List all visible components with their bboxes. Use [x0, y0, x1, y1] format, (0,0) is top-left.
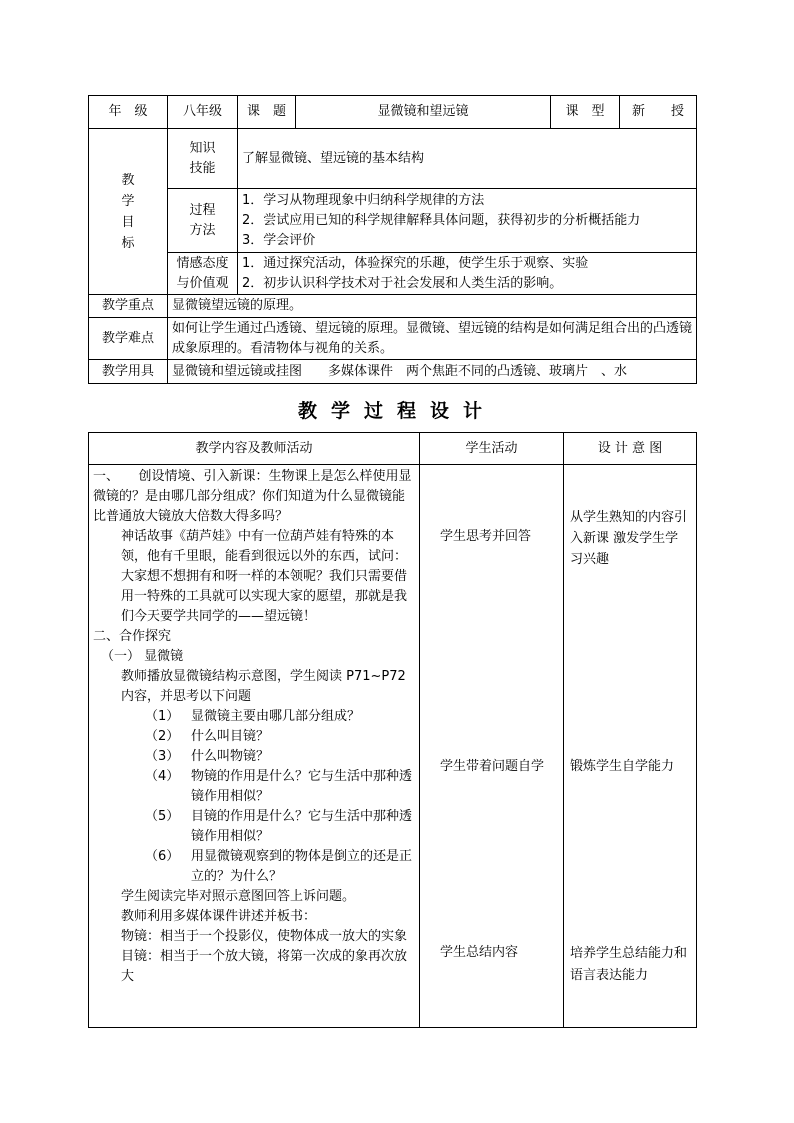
lesson-info-table	[88, 95, 697, 384]
answer-text: 学生阅读完毕对照示意图回答上诉问题。	[121, 889, 356, 904]
emotion-label: 情感态度 与价值观	[168, 253, 238, 295]
difficulty-text: 如何让学生通过凸透镜、望远镜的原理。显微镜、望远镜的结构是如何满足组合出的凸透镜成象原理的。看清物体与视角的关系。	[168, 318, 697, 360]
design-intent-cell	[564, 465, 697, 1028]
tools-text: 显微镜和望远镜或挂图 多媒体课件 两个焦距不同的凸透镜、玻璃片 、水	[168, 360, 697, 384]
story-text: 神话故事《葫芦娃》中有一位葫芦娃有特殊的本领，他有千里眼，能看到很远以外的东西，试问：大家想不想拥有和呀一样的本领呢？我们只需要借用一特殊的工具就可以实现大家的愿望，那就是我们今天要学共同学的——望远镜！	[121, 529, 408, 624]
design-intent-1: 从学生熟知的内容引入新课 激发学生学习兴趣	[570, 510, 688, 567]
col-header-intent: 设 计 意 图	[564, 433, 697, 465]
question-item: （1） 显微镜主要由哪几部分组成？	[145, 709, 361, 724]
emotion-item: 2．初步认识科学技术对于社会发展和人类生活的影响。	[242, 275, 563, 291]
col-header-content: 教学内容及教师活动	[89, 433, 420, 465]
process-item: 1．学习从物理现象中归纳科学规律的方法	[242, 192, 485, 208]
key-point-text: 显微镜望远镜的原理。	[168, 295, 697, 318]
process-item: 2．尝试应用已知的科学规律解释具体问题，获得初步的分析概括能力	[242, 212, 641, 228]
question-item: （3） 什么叫物镜？	[145, 749, 270, 764]
eyepiece-text: 目镜：相当于一个放大镜，将第一次成的象再次放大	[121, 949, 408, 984]
question-item: （6） 用显微镜观察到的物体是倒立的还是正立的？为什么？	[145, 849, 413, 884]
section-heading: 二、合作探究	[93, 629, 172, 644]
question-item: （5） 目镜的作用是什么？它与生活中那种透镜作用相似？	[145, 809, 413, 844]
topic-label: 课 题	[238, 96, 296, 129]
topic-value: 显微镜和望远镜	[296, 96, 551, 129]
student-activity-cell	[420, 465, 564, 1028]
process-items	[238, 189, 697, 253]
student-activity-3: 学生总结内容	[440, 945, 519, 960]
process-label: 过程 方法	[168, 189, 238, 253]
design-intent-3: 培养学生总结能力和语言表达能力	[570, 946, 688, 983]
knowledge-label: 知识 技能	[168, 129, 238, 189]
question-list	[93, 707, 415, 887]
process-title: 教学过程设计	[297, 400, 496, 422]
student-activity-2: 学生带着问题自学	[440, 759, 545, 774]
col-header-student: 学生活动	[420, 433, 564, 465]
objectives-label: 教 学 目 标	[89, 129, 168, 295]
question-item: （2） 什么叫目镜？	[145, 729, 270, 744]
teaching-process-table	[88, 432, 697, 1028]
key-point-label: 教学重点	[89, 295, 168, 318]
task-text: 教师播放显微镜结构示意图，学生阅读 P71~P72 内容，并思考以下问题	[121, 669, 406, 704]
grade-label: 年 级	[89, 96, 168, 129]
content-cell	[89, 465, 420, 1028]
knowledge-text: 了解显微镜、望远镜的基本结构	[238, 129, 697, 189]
intro-text: 一、 创设情境、引入新课：生物课上是怎么样使用显微镜的？是由哪几部分组成？你们知道为什么显微镜能比普通放大镜放大倍数大得多吗？	[93, 469, 412, 524]
emotion-items	[238, 253, 697, 295]
type-label: 课 型	[551, 96, 620, 129]
grade-value: 八年级	[168, 96, 238, 129]
explain-text: 教师利用多媒体课件讲述并板书：	[121, 909, 317, 924]
emotion-item: 1．通过探究活动，体验探究的乐趣，使学生乐于观察、实验	[242, 255, 589, 271]
design-intent-2: 锻炼学生自学能力	[570, 759, 675, 774]
student-activity-1: 学生思考并回答	[440, 529, 532, 544]
objective-lens-text: 物镜：相当于一个投影仪，使物体成一放大的实象	[121, 929, 408, 944]
subsection-heading: （一） 显微镜	[101, 649, 184, 664]
process-item: 3．学会评价	[242, 232, 316, 248]
type-value: 新 授	[620, 96, 697, 129]
tools-label: 教学用具	[89, 360, 168, 384]
difficulty-label: 教学难点	[89, 318, 168, 360]
question-item: （4） 物镜的作用是什么？它与生活中那种透镜作用相似？	[145, 769, 413, 804]
